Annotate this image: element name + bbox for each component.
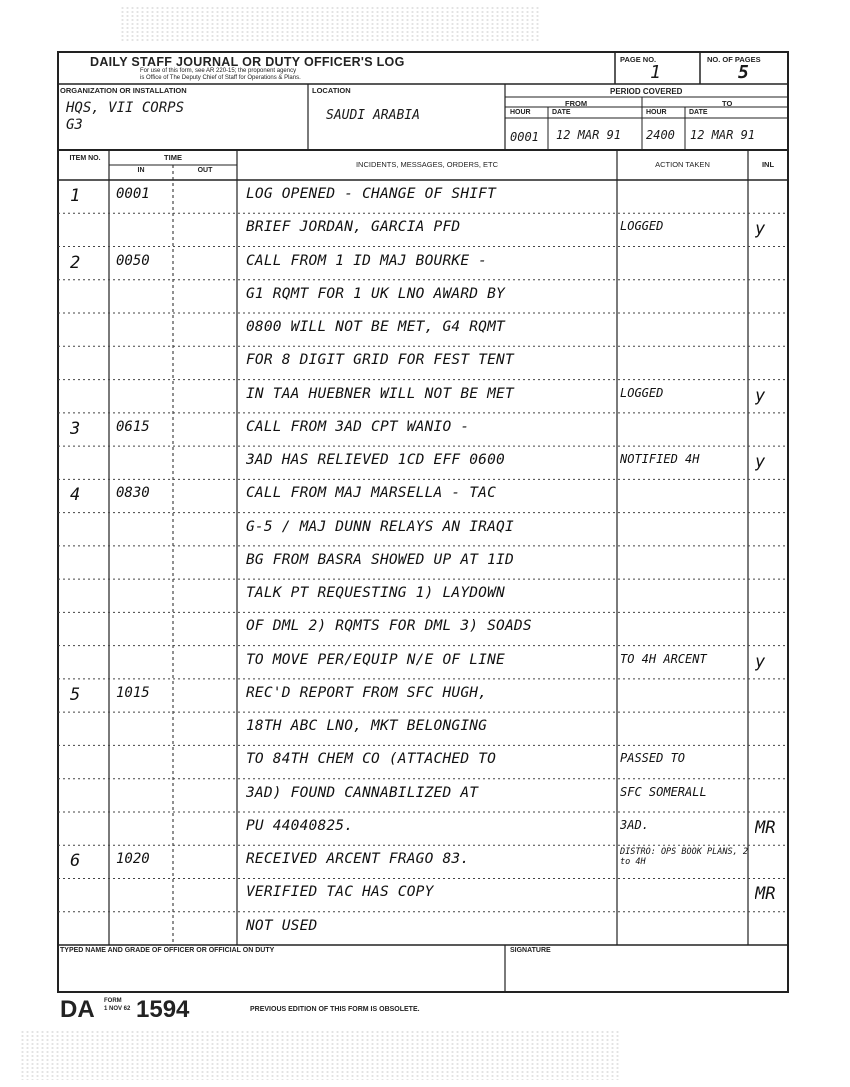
form-label-small: FORM xyxy=(104,998,122,1004)
row-time-in xyxy=(116,818,172,847)
row-incident-text: OF DML 2) RQMTS FOR DML 3) SOADS xyxy=(246,618,532,635)
row-initials xyxy=(755,319,787,348)
row-time-in: 1015 xyxy=(116,684,150,701)
row-action-taken: 3AD. xyxy=(620,817,649,832)
row-action-taken xyxy=(620,718,748,747)
row-incident-text: RECEIVED ARCENT FRAGO 83. xyxy=(246,851,470,868)
row-time-in: 0050 xyxy=(116,252,150,269)
row-action-taken xyxy=(620,485,748,514)
obsolete-note: PREVIOUS EDITION OF THIS FORM IS OBSOLETE. xyxy=(250,1006,420,1013)
row-item-no: 6 xyxy=(70,851,81,872)
row-initials xyxy=(755,352,787,381)
row-item-no xyxy=(70,818,106,847)
row-time-in: 0830 xyxy=(116,485,150,502)
row-time-in xyxy=(116,618,172,647)
row-action-taken: DISTRO: OPS BOOK PLANS, 2 to 4H xyxy=(620,847,748,868)
row-time-in xyxy=(116,652,172,681)
row-action-taken xyxy=(620,585,748,614)
period-label: PERIOD COVERED xyxy=(610,87,683,96)
row-action-taken: SFC SOMERALL xyxy=(620,784,707,799)
row-item-no: 2 xyxy=(70,252,81,273)
to-date-value: 12 MAR 91 xyxy=(690,128,756,142)
row-incident-text: G-5 / MAJ DUNN RELAYS AN IRAQI xyxy=(246,518,514,535)
from-label: FROM xyxy=(565,99,588,108)
row-action-taken xyxy=(620,352,748,381)
col-initials-header: INL xyxy=(761,160,775,169)
row-incident-text: TO MOVE PER/EQUIP N/E OF LINE xyxy=(246,651,505,668)
form-title: DAILY STAFF JOURNAL OR DUTY OFFICER'S LOG xyxy=(90,55,405,69)
row-time-in xyxy=(116,751,172,780)
row-action-taken xyxy=(620,519,748,548)
form-date-small: 1 NOV 62 xyxy=(104,1006,131,1012)
row-initials xyxy=(755,851,787,880)
row-item-no xyxy=(70,918,106,947)
row-item-no xyxy=(70,286,106,315)
row-initials xyxy=(755,253,787,282)
row-time-in xyxy=(116,286,172,315)
row-initials xyxy=(755,585,787,614)
row-incident-text: PU 44040825. xyxy=(246,817,354,834)
row-initials xyxy=(755,918,787,947)
row-time-in xyxy=(116,884,172,913)
from-date-value: 12 MAR 91 xyxy=(556,128,622,142)
row-action-taken xyxy=(620,186,748,215)
row-incident-text: 18TH ABC LNO, MKT BELONGING xyxy=(246,718,488,735)
row-action-taken: PASSED TO xyxy=(620,751,686,766)
row-action-taken xyxy=(620,618,748,647)
col-in-header: IN xyxy=(137,167,145,174)
form-da: DA xyxy=(60,996,95,1023)
row-initials xyxy=(755,419,787,448)
row-item-no xyxy=(70,884,106,913)
row-incident-text: FOR 8 DIGIT GRID FOR FEST TENT xyxy=(246,352,514,369)
col-time-header: TIME xyxy=(164,153,182,162)
row-action-taken xyxy=(620,918,748,947)
signature-label: SIGNATURE xyxy=(510,947,551,954)
form-subtitle-1: For use of this form, see AR 220-15; the proponent agency xyxy=(140,68,297,74)
row-item-no xyxy=(70,386,106,415)
row-item-no xyxy=(70,452,106,481)
row-action-taken xyxy=(620,884,748,913)
col-out-header: OUT xyxy=(197,167,213,174)
row-initials xyxy=(755,751,787,780)
org-label: ORGANIZATION OR INSTALLATION xyxy=(60,86,187,95)
row-item-no: 1 xyxy=(70,186,81,206)
row-action-taken xyxy=(620,552,748,581)
row-time-in xyxy=(116,785,172,814)
row-initials xyxy=(755,519,787,548)
row-initials: y xyxy=(755,452,766,473)
row-item-no xyxy=(70,585,106,614)
row-incident-text: 3AD) FOUND CANNABILIZED AT xyxy=(246,784,479,801)
form-subtitle-2: is Office of The Deputy Chief of Staff for Operations & Plans. xyxy=(140,75,301,81)
row-time-in: 0615 xyxy=(116,418,150,435)
row-time-in xyxy=(116,918,172,947)
row-action-taken: LOGGED xyxy=(620,219,664,234)
row-item-no xyxy=(70,219,106,248)
row-incident-text: CALL FROM MAJ MARSELLA - TAC xyxy=(246,485,497,502)
pages-label: NO. OF PAGES xyxy=(707,55,761,64)
row-initials xyxy=(755,552,787,581)
row-initials xyxy=(755,186,787,215)
col-action-header: ACTION TAKEN xyxy=(655,160,710,169)
row-item-no xyxy=(70,718,106,747)
row-time-in xyxy=(116,319,172,348)
row-initials xyxy=(755,685,787,714)
location-value: SAUDI ARABIA xyxy=(326,108,420,123)
row-initials: y xyxy=(755,651,766,672)
row-item-no xyxy=(70,751,106,780)
row-item-no xyxy=(70,652,106,681)
to-hour-label: HOUR xyxy=(646,109,667,116)
org-value-line2: G3 xyxy=(66,117,83,133)
row-action-taken xyxy=(620,419,748,448)
row-incident-text: 0800 WILL NOT BE MET, G4 RQMT xyxy=(246,319,505,336)
page-no-label: PAGE NO. xyxy=(620,55,657,64)
row-initials xyxy=(755,718,787,747)
row-time-in xyxy=(116,718,172,747)
from-date-label: DATE xyxy=(552,109,571,116)
row-item-no xyxy=(70,552,106,581)
to-label: TO xyxy=(722,99,733,108)
row-item-no xyxy=(70,519,106,548)
row-time-in xyxy=(116,352,172,381)
row-time-in xyxy=(116,452,172,481)
row-action-taken: TO 4H ARCENT xyxy=(620,651,707,666)
row-action-taken: NOTIFIED 4H xyxy=(620,452,700,467)
row-action-taken xyxy=(620,685,748,714)
row-incident-text: TALK PT REQUESTING 1) LAYDOWN xyxy=(246,585,505,602)
row-time-in: 0001 xyxy=(116,186,150,202)
officer-label: TYPED NAME AND GRADE OF OFFICER OR OFFICIAL ON DUTY xyxy=(60,947,275,954)
row-initials: y xyxy=(755,219,766,240)
row-incident-text: 3AD HAS RELIEVED 1CD EFF 0600 xyxy=(246,452,505,469)
row-time-in xyxy=(116,519,172,548)
from-hour-label: HOUR xyxy=(510,109,531,116)
row-incident-text: NOT USED xyxy=(246,917,318,934)
row-item-no xyxy=(70,618,106,647)
row-action-taken xyxy=(620,286,748,315)
to-date-label: DATE xyxy=(689,109,708,116)
row-incident-text: CALL FROM 1 ID MAJ BOURKE - xyxy=(246,252,488,269)
row-initials: y xyxy=(755,385,766,406)
row-time-in xyxy=(116,585,172,614)
pages-value: 5 xyxy=(738,62,749,83)
row-initials xyxy=(755,785,787,814)
row-initials: MR xyxy=(755,817,776,838)
row-time-in xyxy=(116,219,172,248)
row-initials xyxy=(755,286,787,315)
row-time-in: 1020 xyxy=(116,851,150,868)
row-item-no: 4 xyxy=(70,485,81,506)
row-initials xyxy=(755,618,787,647)
to-hour-value: 2400 xyxy=(646,128,675,142)
row-incident-text: IN TAA HUEBNER WILL NOT BE MET xyxy=(246,385,514,402)
org-value-line1: HQS, VII CORPS xyxy=(66,100,185,116)
row-incident-text: BG FROM BASRA SHOWED UP AT 1ID xyxy=(246,551,514,568)
row-incident-text: VERIFIED TAC HAS COPY xyxy=(246,884,434,901)
row-item-no: 3 xyxy=(70,418,81,439)
row-incident-text: TO 84TH CHEM CO (ATTACHED TO xyxy=(246,751,497,768)
row-action-taken xyxy=(620,253,748,282)
row-item-no xyxy=(70,785,106,814)
row-action-taken xyxy=(620,319,748,348)
location-label: LOCATION xyxy=(312,86,351,95)
form-number: 1594 xyxy=(136,996,190,1023)
row-time-in xyxy=(116,552,172,581)
row-item-no xyxy=(70,352,106,381)
row-incident-text: REC'D REPORT FROM SFC HUGH, xyxy=(246,684,488,701)
row-item-no: 5 xyxy=(70,684,81,705)
from-hour-value: 0001 xyxy=(510,130,539,144)
row-incident-text: G1 RQMT FOR 1 UK LNO AWARD BY xyxy=(246,285,505,302)
row-item-no xyxy=(70,319,106,348)
page-no-value: 1 xyxy=(650,62,661,83)
row-incident-text: CALL FROM 3AD CPT WANIO - xyxy=(246,418,470,435)
row-initials: MR xyxy=(755,884,776,905)
row-incident-text: LOG OPENED - CHANGE OF SHIFT xyxy=(246,186,497,202)
row-initials xyxy=(755,485,787,514)
col-item-header: ITEM NO. xyxy=(69,155,101,162)
row-time-in xyxy=(116,386,172,415)
col-incidents-header: INCIDENTS, MESSAGES, ORDERS, ETC xyxy=(355,160,499,169)
row-action-taken: LOGGED xyxy=(620,385,664,400)
row-incident-text: BRIEF JORDAN, GARCIA PFD xyxy=(246,219,461,236)
